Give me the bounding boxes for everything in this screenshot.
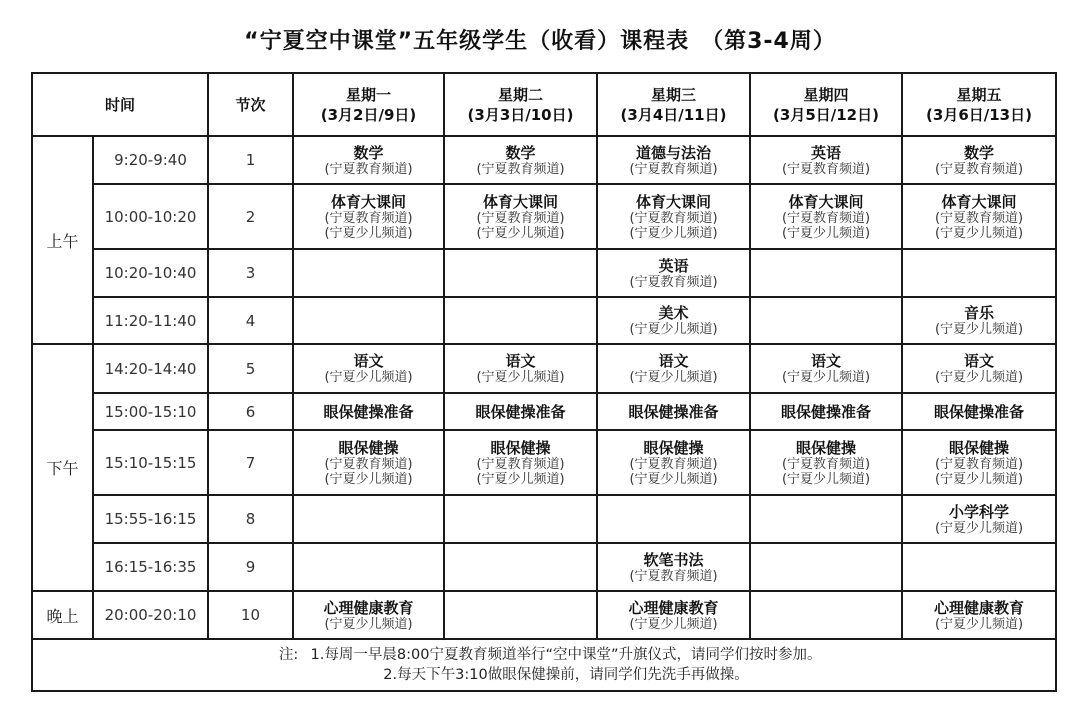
- subject-name: 道德与法治: [636, 143, 712, 162]
- channel-name: (宁夏少儿频道): [629, 370, 718, 385]
- note-line: 2.每天下午3:10做眼保健操前，请同学们先洗手再做操。: [383, 667, 749, 683]
- class-cell: [750, 543, 902, 591]
- class-cell: [597, 249, 750, 297]
- class-cell: [750, 136, 902, 184]
- channel-name: (宁夏教育频道): [934, 210, 1024, 226]
- time-slot: 10:00-10:20: [93, 184, 208, 249]
- table-row: [32, 184, 1056, 249]
- class-cell: [597, 495, 750, 543]
- channel-name: (宁夏少儿频道): [629, 616, 718, 632]
- class-cell: [444, 393, 597, 430]
- class-cell: [444, 249, 597, 297]
- subject-name: 语文: [353, 352, 384, 370]
- channel-name: (宁夏教育频道): [324, 210, 413, 226]
- table-row: [32, 591, 1056, 639]
- channel-name: (宁夏教育频道): [781, 456, 871, 472]
- channel-name: (宁夏教育频道): [476, 210, 565, 226]
- class-cell: [293, 543, 444, 591]
- period-number: 10: [208, 591, 293, 639]
- class-cell: [597, 543, 750, 591]
- subject-name: 英语: [658, 256, 689, 275]
- subject-name: 小学科学: [949, 502, 1010, 521]
- class-cell: [293, 249, 444, 297]
- channel-name: (宁夏少儿频道): [324, 370, 413, 385]
- time-slot: 20:00-20:10: [93, 591, 208, 639]
- class-cell: [902, 344, 1056, 393]
- class-cell: [902, 297, 1056, 344]
- channel-name: (宁夏少儿频道): [324, 225, 413, 241]
- channel-name: (宁夏教育频道): [629, 568, 718, 584]
- channel-name: (宁夏少儿频道): [476, 370, 565, 385]
- table-row: [32, 393, 1056, 430]
- class-cell: [902, 430, 1056, 495]
- channel-name: (宁夏教育频道): [324, 456, 413, 472]
- period-number: 4: [208, 297, 293, 344]
- header-day: 星期五 (3月6日/13日): [902, 73, 1056, 136]
- period-number: 1: [208, 136, 293, 184]
- subject-name: 眼保健操准备: [628, 402, 719, 421]
- time-slot: 15:00-15:10: [93, 393, 208, 430]
- channel-name: (宁夏少儿频道): [324, 471, 413, 487]
- channel-name: (宁夏教育频道): [781, 161, 871, 177]
- subject-name: 眼保健操: [338, 438, 399, 457]
- class-cell: [902, 184, 1056, 249]
- channel-name: (宁夏教育频道): [629, 161, 718, 177]
- class-cell: [750, 249, 902, 297]
- time-slot: 15:10-15:15: [93, 430, 208, 495]
- period-number: 7: [208, 430, 293, 495]
- class-cell: [444, 591, 597, 639]
- channel-name: (宁夏教育频道): [629, 210, 718, 226]
- subject-name: 体育大课间: [788, 192, 864, 211]
- subject-name: 心理健康教育: [323, 598, 414, 617]
- notes: [32, 639, 1056, 691]
- period-number: 9: [208, 543, 293, 591]
- class-cell: [444, 543, 597, 591]
- channel-name: (宁夏少儿频道): [781, 370, 871, 385]
- class-cell: [597, 184, 750, 249]
- class-cell: [293, 184, 444, 249]
- period-number: 3: [208, 249, 293, 297]
- header-day: 星期三 (3月4日/11日): [597, 73, 750, 136]
- header-time: 时间: [32, 73, 208, 136]
- subject-name: 语文: [964, 352, 995, 370]
- class-cell: [597, 430, 750, 495]
- class-cell: [902, 249, 1056, 297]
- subject-name: 英语: [811, 143, 842, 162]
- table-row: [32, 249, 1056, 297]
- class-cell: [902, 591, 1056, 639]
- subject-name: 语文: [658, 352, 689, 370]
- channel-name: (宁夏教育频道): [476, 456, 565, 472]
- subject-name: 眼保健操准备: [781, 402, 872, 421]
- channel-name: (宁夏少儿频道): [629, 322, 718, 337]
- subject-name: 体育大课间: [331, 192, 407, 211]
- class-cell: [902, 543, 1056, 591]
- class-cell: [444, 136, 597, 184]
- channel-name: (宁夏教育频道): [324, 161, 413, 177]
- period-label-evening: 晚上: [32, 591, 93, 639]
- channel-name: (宁夏少儿频道): [324, 616, 413, 632]
- class-cell: [750, 344, 902, 393]
- class-cell: [750, 495, 902, 543]
- channel-name: (宁夏少儿频道): [476, 471, 565, 487]
- subject-name: 体育大课间: [483, 192, 559, 211]
- channel-name: (宁夏少儿频道): [934, 616, 1024, 632]
- channel-name: (宁夏少儿频道): [476, 225, 565, 241]
- class-cell: [597, 344, 750, 393]
- time-slot: 16:15-16:35: [93, 543, 208, 591]
- channel-name: (宁夏少儿频道): [934, 370, 1024, 385]
- class-cell: [444, 430, 597, 495]
- subject-name: 体育大课间: [636, 192, 712, 211]
- subject-name: 数学: [505, 143, 536, 162]
- table-row: [32, 297, 1056, 344]
- class-cell: [444, 184, 597, 249]
- subject-name: 眼保健操: [949, 438, 1010, 457]
- header-day: 星期一 (3月2日/9日): [293, 73, 444, 136]
- subject-name: 数学: [964, 143, 995, 162]
- subject-name: 心理健康教育: [628, 598, 719, 617]
- subject-name: 音乐: [964, 304, 995, 322]
- class-cell: [750, 297, 902, 344]
- period-number: 6: [208, 393, 293, 430]
- time-slot: 9:20-9:40: [93, 136, 208, 184]
- notes-label: 注:: [278, 647, 299, 663]
- table-row: [32, 495, 1056, 543]
- subject-name: 软笔书法: [643, 550, 704, 569]
- subject-name: 眼保健操准备: [323, 402, 414, 421]
- subject-name: 数学: [353, 143, 384, 162]
- class-cell: [293, 430, 444, 495]
- channel-name: (宁夏少儿频道): [629, 471, 718, 487]
- channel-name: (宁夏教育频道): [934, 161, 1024, 177]
- class-cell: [444, 297, 597, 344]
- subject-name: 眼保健操: [643, 438, 704, 457]
- class-cell: [750, 430, 902, 495]
- header-day: 星期二 (3月3日/10日): [444, 73, 597, 136]
- notes-row: [32, 639, 1056, 691]
- channel-name: (宁夏教育频道): [781, 210, 871, 226]
- channel-name: (宁夏少儿频道): [934, 225, 1024, 241]
- subject-name: 体育大课间: [941, 192, 1017, 211]
- time-slot: 15:55-16:15: [93, 495, 208, 543]
- class-cell: [750, 393, 902, 430]
- channel-name: (宁夏教育频道): [629, 456, 718, 472]
- class-cell: [293, 297, 444, 344]
- period-number: 5: [208, 344, 293, 393]
- time-slot: 14:20-14:40: [93, 344, 208, 393]
- subject-name: 眼保健操准备: [475, 402, 566, 421]
- channel-name: (宁夏少儿频道): [934, 520, 1024, 536]
- class-cell: [597, 393, 750, 430]
- subject-name: 美术: [658, 304, 689, 322]
- table-row: [32, 543, 1056, 591]
- channel-name: (宁夏少儿频道): [781, 471, 871, 487]
- class-cell: [293, 591, 444, 639]
- class-cell: [902, 393, 1056, 430]
- class-cell: [597, 297, 750, 344]
- subject-name: 语文: [811, 352, 842, 370]
- table-row: [32, 430, 1056, 495]
- class-cell: [444, 495, 597, 543]
- subject-name: 眼保健操: [796, 438, 857, 457]
- class-cell: [902, 495, 1056, 543]
- channel-name: (宁夏教育频道): [476, 161, 565, 177]
- channel-name: (宁夏少儿频道): [629, 225, 718, 241]
- channel-name: (宁夏教育频道): [629, 274, 718, 290]
- channel-name: (宁夏教育频道): [934, 456, 1024, 472]
- class-cell: [750, 591, 902, 639]
- period-number: 8: [208, 495, 293, 543]
- period-label-morning: 上午: [32, 136, 93, 344]
- subject-name: 心理健康教育: [934, 598, 1025, 617]
- period-number: 2: [208, 184, 293, 249]
- header-period-no: 节次: [208, 73, 293, 136]
- subject-name: 语文: [505, 352, 536, 370]
- class-cell: [597, 136, 750, 184]
- class-cell: [293, 393, 444, 430]
- class-cell: [444, 344, 597, 393]
- class-cell: [750, 184, 902, 249]
- class-cell: [597, 591, 750, 639]
- note-line: 1.每周一早晨8:00宁夏教育频道举行“空中课堂”升旗仪式，请同学们按时参加。: [310, 647, 822, 663]
- class-cell: [902, 136, 1056, 184]
- page-title: “宁夏空中课堂”五年级学生（收看）课程表 （第3-4周）: [244, 29, 836, 54]
- class-cell: [293, 344, 444, 393]
- channel-name: (宁夏少儿频道): [934, 471, 1024, 487]
- table-row: [32, 344, 1056, 393]
- header-row: [32, 73, 1056, 136]
- time-slot: 11:20-11:40: [93, 297, 208, 344]
- channel-name: (宁夏少儿频道): [934, 322, 1024, 337]
- class-cell: [293, 495, 444, 543]
- subject-name: 眼保健操: [490, 438, 551, 457]
- table-row: [32, 136, 1056, 184]
- channel-name: (宁夏少儿频道): [781, 225, 871, 241]
- class-cell: [293, 136, 444, 184]
- time-slot: 10:20-10:40: [93, 249, 208, 297]
- subject-name: 眼保健操准备: [934, 402, 1025, 421]
- period-label-afternoon: 下午: [32, 344, 93, 591]
- header-day: 星期四 (3月5日/12日): [750, 73, 902, 136]
- schedule-table: [31, 72, 1057, 692]
